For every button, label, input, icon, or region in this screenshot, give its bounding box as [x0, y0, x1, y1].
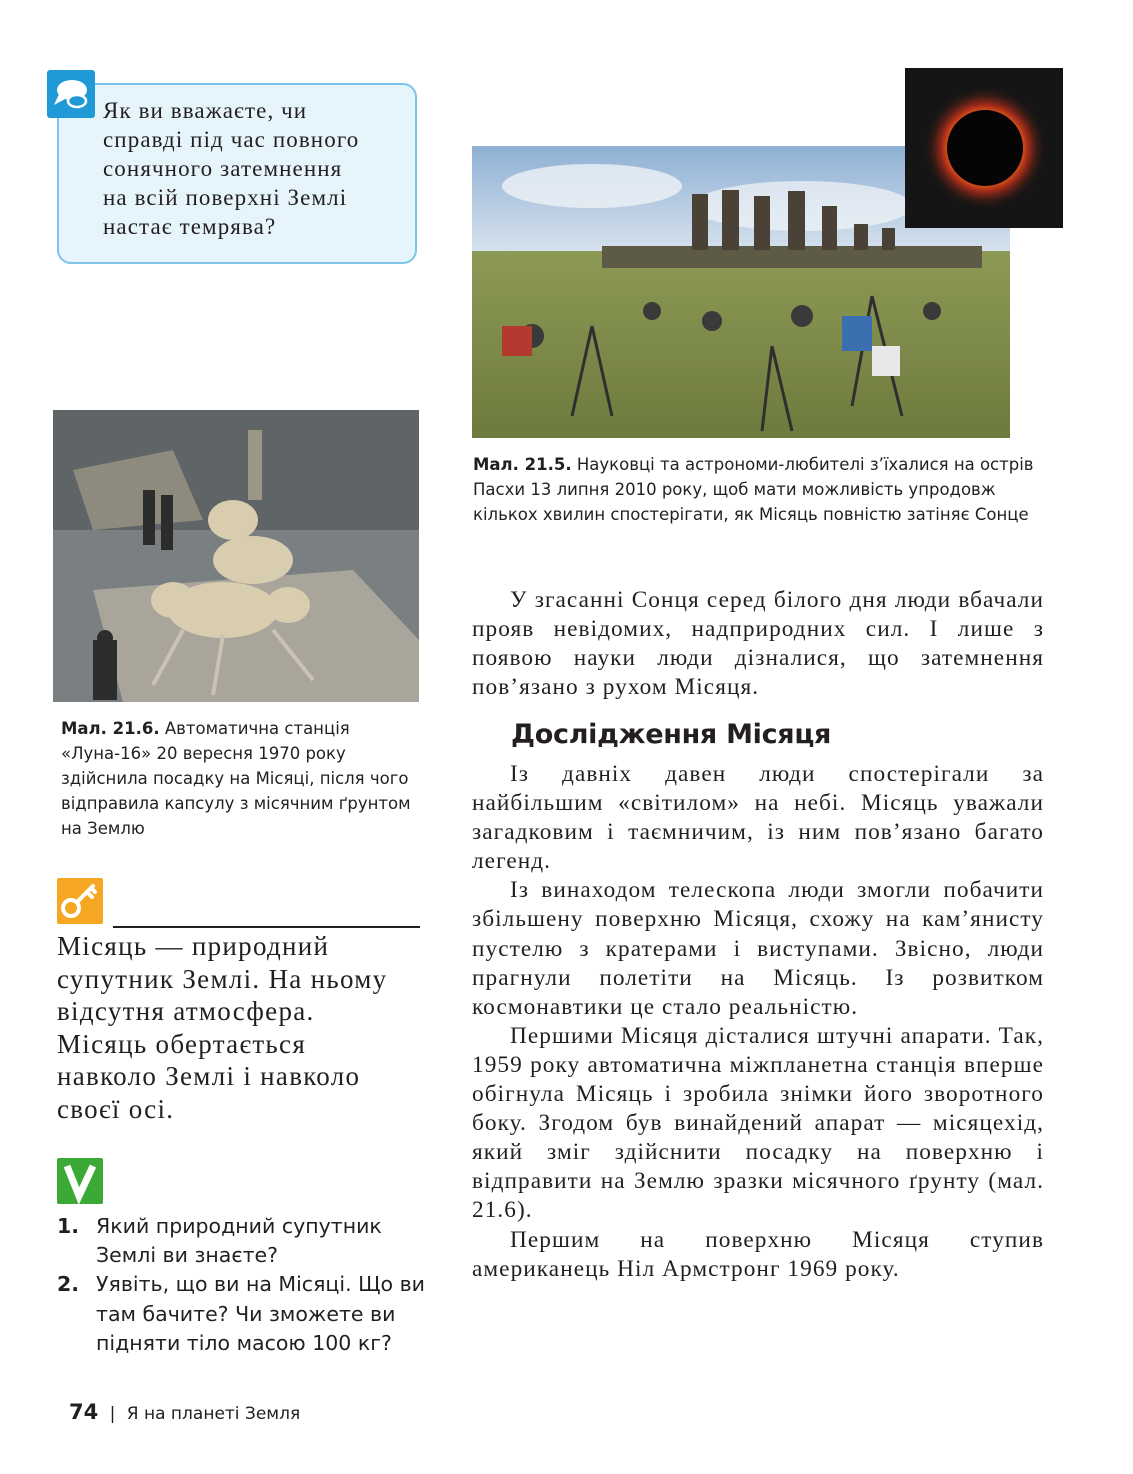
question-line: настає темрява?: [103, 214, 277, 239]
solar-eclipse-photo: [905, 68, 1063, 228]
page-number: 74: [69, 1400, 99, 1424]
footer-section-title: Я на планеті Земля: [126, 1404, 301, 1424]
body-paragraph: Із винаходом телескопа люди змогли побачити збільшену поверхню Місяця, схожу на кам’янисту пустелю з кратерами і виступами. Звісно, люди прагнули полетіти на Місяць. Із розвитком космонавтики це стало реальністю.: [472, 877, 1044, 1020]
page-footer: [69, 1400, 300, 1424]
question-number: 2.: [57, 1272, 80, 1297]
key-fact-line: Місяць — природний: [57, 931, 330, 961]
review-question: [57, 1270, 427, 1358]
checkmark-icon: [57, 1158, 103, 1204]
section-body: [472, 760, 1044, 1284]
review-questions: [57, 1212, 427, 1358]
luna-16-photo: [53, 410, 419, 702]
footer-separator: |: [109, 1404, 116, 1424]
intro-paragraph: У згасанні Сонця серед білого дня люди вбачали прояв невідомих, надприродних сил. І лише з появою науки люди дізналися, що затемнення пов’язано з рухом Місяця.: [472, 587, 1044, 701]
key-divider: [113, 926, 420, 928]
intro-text: [472, 586, 1044, 702]
section-heading: Дослідження Місяця: [511, 719, 832, 750]
key-fact-line: Місяць обертається: [57, 1028, 307, 1059]
body-paragraph: Із давніх давен люди спостерігали за найбільшим «світилом» на небі. Місяць уважали загадковим і таємничим, із ним пов’язано багато легенд.: [472, 761, 1044, 875]
question-text: Уявіть, що ви на Місяці. Що ви там бачите? Чи зможете ви підняти тіло масою 100 кг?: [96, 1272, 425, 1355]
figure-label: Мал. 21.5.: [473, 455, 572, 474]
figure-21-5-caption: [473, 452, 1043, 527]
key-fact-line: своєї осі.: [57, 1093, 175, 1124]
key-fact-text: [57, 930, 427, 1125]
figure-21-6-caption: [61, 716, 421, 841]
question-text: Який природний супутник Землі ви знаєте?: [96, 1214, 382, 1268]
figure-caption-text: Автоматична станція «Луна-16» 20 вересня 1970 року здійснила посадку на Місяці, після чого відправила капсулу з місячним ґрунтом на Землю: [61, 719, 411, 838]
key-fact-line: відсутня атмосфера.: [57, 996, 315, 1026]
question-line: сонячного затемнення: [103, 156, 343, 181]
figure-label: Мал. 21.6.: [61, 719, 160, 738]
question-number: 1.: [57, 1214, 80, 1238]
question-line: на всій поверхні Землі: [103, 185, 348, 210]
key-fact-line: супутник Землі. На ньому: [57, 963, 388, 994]
question-line: Як ви вважаєте, чи: [103, 98, 308, 123]
question-line: справді під час повного: [103, 127, 360, 152]
question-text: [103, 96, 413, 241]
key-icon: [57, 878, 103, 924]
figure-caption-text: Науковці та астрономи-любителі з’їхалися на острів Пасхи 13 липня 2010 року, щоб мати можливість упродовж кількох хвилин спостерігати, як Місяць повністю затіняє Сонце: [473, 455, 1034, 524]
review-question: [57, 1212, 427, 1270]
speech-bubble-icon: [47, 70, 95, 118]
key-fact-line: навколо Землі і навколо: [57, 1061, 361, 1091]
body-paragraph: Першим на поверхню Місяця ступив американець Ніл Армстронг 1969 року.: [472, 1226, 1044, 1282]
body-paragraph: Першими Місяця дісталися штучні апарати. Так, 1959 року автоматична міжпланетна станція вперше обігнула Місяць і зробила знімки його зворотного боку. Згодом був винайдений апарат — місяцехід, який зміг здійснити посадку на поверхню і відправити на Землю зразки місячного ґрунту (мал. 21.6).: [472, 1022, 1044, 1224]
